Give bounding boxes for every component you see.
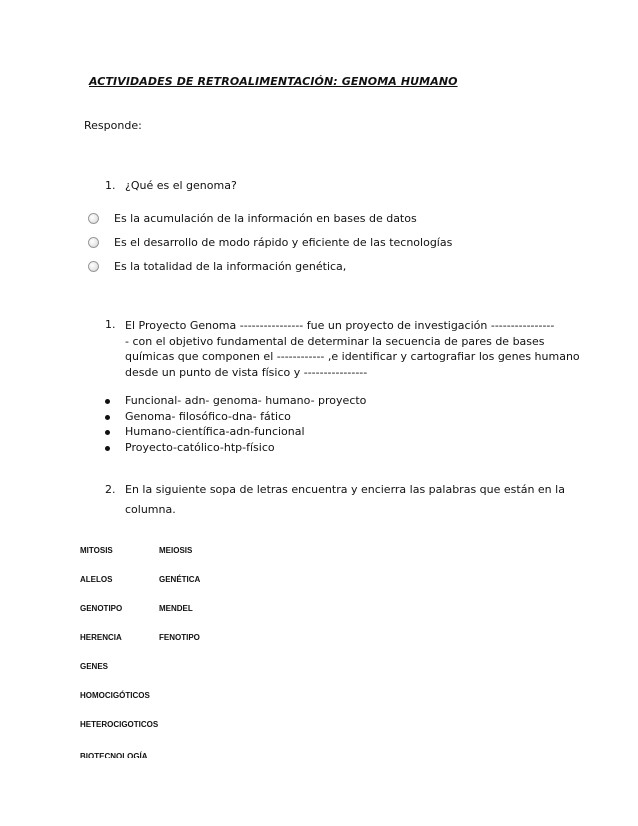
choice-text: Humano-científica-adn-funcional <box>125 425 305 438</box>
instruction-text: Responde: <box>84 119 142 132</box>
word-item: ALELOS <box>80 575 113 584</box>
radio-button-icon[interactable] <box>88 213 99 224</box>
fill-question-number: 1. <box>105 318 116 331</box>
word-item: GENOTIPO <box>80 604 123 613</box>
choice-text: Genoma- filosófico-dna- fático <box>125 409 291 423</box>
word-item: HERENCIA <box>80 633 122 642</box>
fill-question-paragraph <box>125 318 580 380</box>
choice-text: Proyecto-católico-htp-físico <box>125 440 275 454</box>
question-2-line: En la siguiente sopa de letras encuentra y encierra las palabras que están en la <box>125 483 565 496</box>
word-item: MEIOSIS <box>159 546 193 555</box>
question-2-line: columna. <box>125 503 176 516</box>
radio-button-icon[interactable] <box>88 261 99 272</box>
radio-button-icon[interactable] <box>88 237 99 248</box>
paragraph-line: El Proyecto Genoma ---------------- fue un proyecto de investigación ---------------- <box>125 319 555 332</box>
bullet-icon <box>105 446 110 451</box>
paragraph-line: - con el objetivo fundamental de determinar la secuencia de pares de bases <box>125 334 545 348</box>
question-2-number: 2. <box>105 483 116 496</box>
option-label: Es la acumulación de la información en bases de datos <box>114 212 417 225</box>
question-1-text: ¿Qué es el genoma? <box>125 179 237 192</box>
option-label: Es el desarrollo de modo rápido y eficiente de las tecnologías <box>114 236 453 249</box>
bullet-icon <box>105 399 110 404</box>
question-2-text <box>125 480 565 520</box>
word-item: HETEROCIGOTICOS <box>80 720 159 729</box>
option-label: Es la totalidad de la información genética, <box>114 260 347 273</box>
cut-off-word <box>80 744 280 758</box>
word-item: BIOTECNOLOGÍA <box>80 752 148 758</box>
question-1-number: 1. <box>105 179 116 192</box>
word-item: HOMOCIGÓTICOS <box>80 691 150 700</box>
choice-text: Funcional- adn- genoma- humano- proyecto <box>125 394 367 407</box>
word-item: MITOSIS <box>80 546 113 555</box>
bullet-icon <box>105 430 110 435</box>
word-item: MENDEL <box>159 604 193 613</box>
paragraph-line: desde un punto de vista físico y ---------------- <box>125 365 368 379</box>
paragraph-line: químicas que componen el ------------ ,e identificar y cartografiar los genes humano <box>125 350 580 363</box>
word-item: FENOTIPO <box>159 633 200 642</box>
word-item: GENES <box>80 662 109 671</box>
bullet-icon <box>105 415 110 420</box>
page-title: ACTIVIDADES DE RETROALIMENTACIÓN: GENOMA HUMANO <box>89 75 458 88</box>
word-item: GENÉTICA <box>159 575 201 584</box>
